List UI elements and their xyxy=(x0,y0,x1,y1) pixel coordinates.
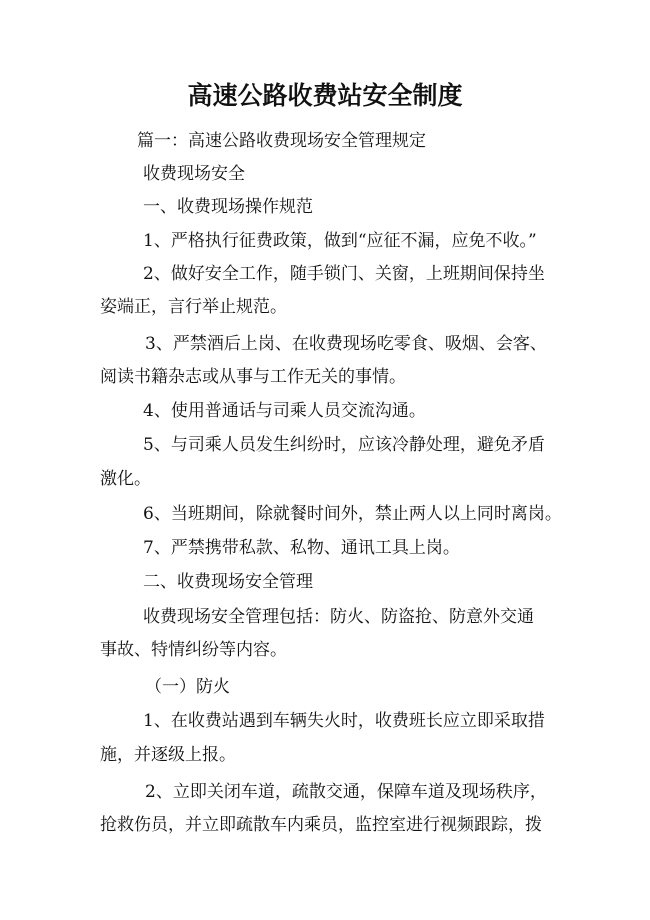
document-title: 高速公路收费站安全制度 xyxy=(187,81,463,110)
paragraph-line: 阅读书籍杂志或从事与工作无关的事情。 xyxy=(100,367,406,387)
section-heading: 一、收费现场操作规范 xyxy=(143,197,313,217)
paragraph-line: 2、做好安全工作，随手锁门、关窗，上班期间保持坐 xyxy=(143,264,545,284)
paragraph-line: 6、当班期间，除就餐时间外，禁止两人以上同时离岗。 xyxy=(143,504,562,524)
paragraph-line: 4、使用普通话与司乘人员交流沟通。 xyxy=(143,401,426,421)
paragraph-line: 1、严格执行征费政策，做到“应征不漏，应免不收。” xyxy=(143,231,537,251)
paragraph-line: 3、严禁酒后上岗、在收费现场吃零食、吸烟、会客、 xyxy=(145,334,547,354)
section-heading: 篇一：高速公路收费现场安全管理规定 xyxy=(137,131,426,151)
paragraph-line: 收费现场安全管理包括：防火、防盗抢、防意外交通 xyxy=(143,607,534,627)
paragraph-line: 施，并逐级上报。 xyxy=(100,745,236,765)
subheading: 收费现场安全 xyxy=(143,164,245,184)
paragraph-line: 抢救伤员，并立即疏散车内乘员，监控室进行视频跟踪，拨 xyxy=(100,815,542,835)
paragraph-line: 姿端正，言行举止规范。 xyxy=(100,297,287,317)
paragraph-line: 事故、特情纠纷等内容。 xyxy=(100,640,287,660)
subsection-heading: （一）防火 xyxy=(145,677,230,697)
paragraph-line: 2、立即关闭车道，疏散交通，保障车道及现场秩序， xyxy=(145,782,547,802)
paragraph-line: 5、与司乘人员发生纠纷时，应该冷静处理，避免矛盾 xyxy=(143,435,545,455)
paragraph-line: 激化。 xyxy=(100,469,151,489)
paragraph-line: 1、在收费站遇到车辆失火时，收费班长应立即采取措 xyxy=(143,711,545,731)
section-heading: 二、收费现场安全管理 xyxy=(143,572,313,592)
paragraph-line: 7、严禁携带私款、私物、通讯工具上岗。 xyxy=(143,538,460,558)
